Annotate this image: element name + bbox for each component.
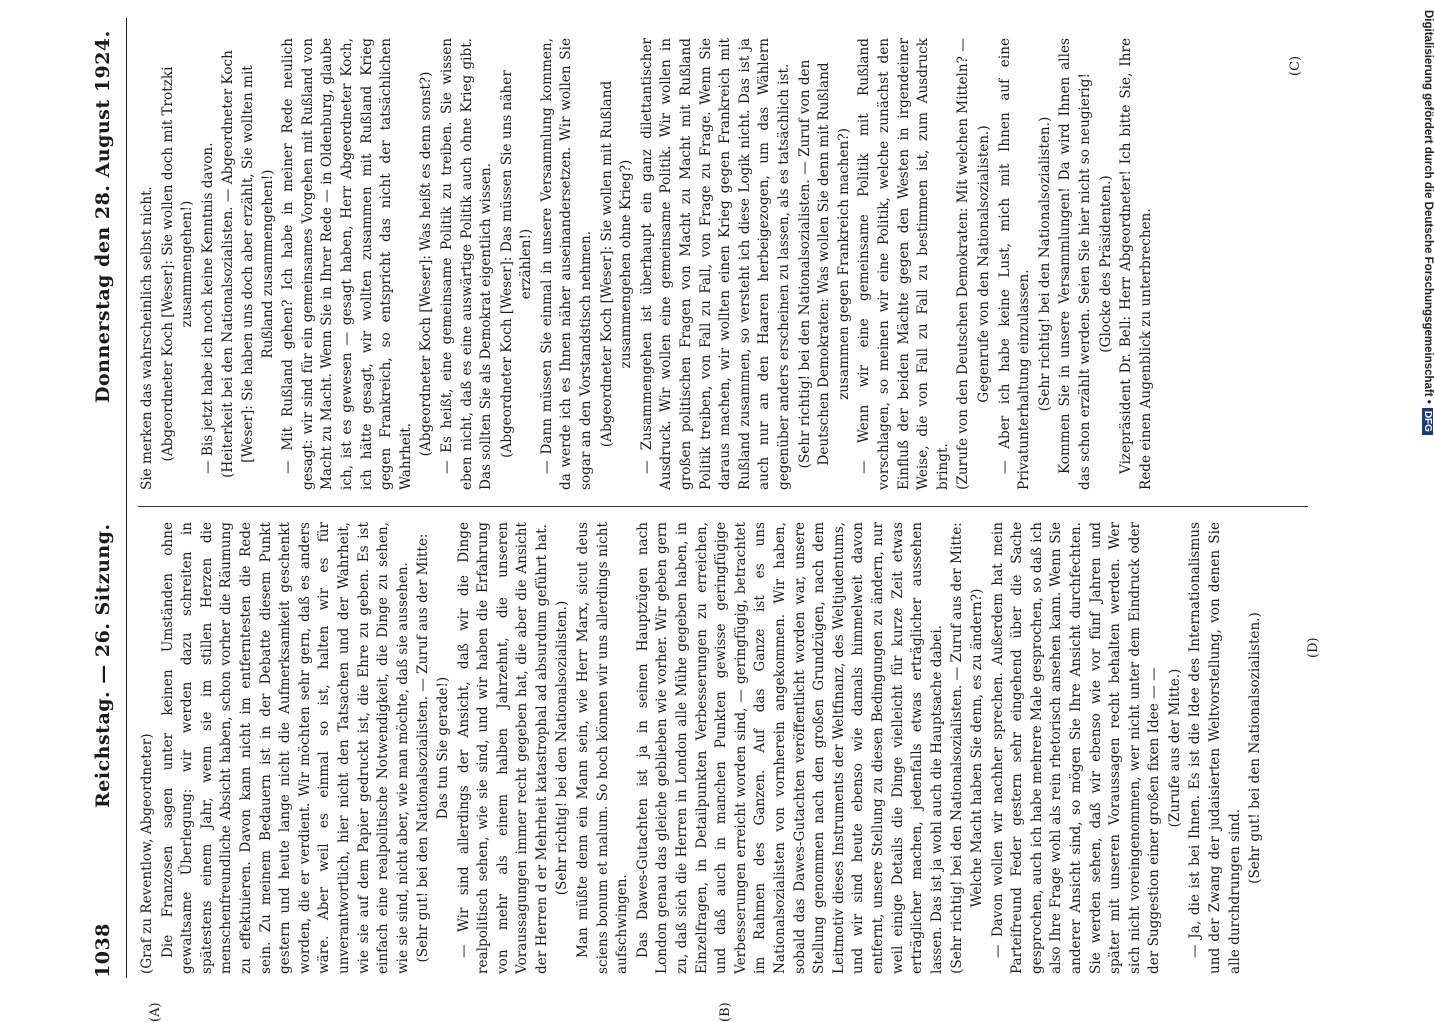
interjection: (Abgeordneter Koch [Weser]: Sie wollen doch mit Trotzki zusammengehen!) bbox=[159, 66, 196, 462]
interjection: (Abgeordneter Koch [Weser]: Das müssen Sie uns näher erzählen!) bbox=[498, 70, 535, 458]
dfg-logo: DFG bbox=[1422, 408, 1433, 435]
interjection: (Sehr richtig! bei den Nationalsozialisten. — Zuruf aus der Mitte: Welche Macht haben Sie denn, es zu ändern?) bbox=[949, 522, 985, 974]
interjection: (Glocke des Präsidenten.) bbox=[1097, 175, 1114, 353]
interjection: Gegenrufe von den Nationalsozialisten.) bbox=[975, 125, 992, 403]
interjection: (Abgeordneter Koch [Weser]: Was heißt es denn sonst?) bbox=[418, 71, 435, 457]
interjection: (Sehr gut! bei den Nationalsozialisten. — Zuruf aus der Mitte: Das tun Sie gerade!) bbox=[415, 533, 451, 963]
interjection: (Sehr richtig! bei den Nationalsozialisten.) bbox=[1036, 116, 1053, 412]
interjection: (Zurufe aus der Mitte.) bbox=[1166, 668, 1183, 828]
paragraph: — Wenn wir eine gemeinsame Politik mit Rußland vorschlagen, so meinen wir eine Politik, welche zunächst den Einfluß der beiden Mächte gegen den Westen in irgendeiner Weise, die von Fall zu Fall zu bestimmen ist, zum Ausdruck bringt. bbox=[856, 38, 951, 490]
speaker-line: (Graf zu Reventlow, Abgeordneter) bbox=[139, 733, 155, 974]
session-date: Donnerstag den 28. August 1924. bbox=[92, 30, 114, 403]
interjection: (Abgeordneter Koch [Weser]: Sie wollen mit Rußland zusammengehen ohne Krieg?) bbox=[598, 80, 635, 448]
paragraph: Kommen Sie in unsere Versammlungen! Da wird Ihnen alles das schon erzählt werden. Seien Sie hier nicht so neugierig! bbox=[1057, 38, 1093, 490]
paragraph: — Wir sind allerdings der Ansicht, daß wir die Dinge realpolitisch sehen, wie sie sind, und wir haben die Erfahrung von mehr als einem halben Jahrzehnt, die unseren Voraussagungen immer recht gegeben hat, die aber die Ansicht der Herren d er Mehrheit katastrophal ad absurdum geführt hat. bbox=[455, 522, 550, 974]
president-paragraph: Vizepräsident Dr. Bell: Herr Abgeordneter! Ich bitte Sie, Ihre Rede einen Augenblick zu unterbrechen. bbox=[1118, 38, 1154, 490]
paragraph: — Aber ich habe keine Lust, mich mit Ihnen auf eine Privatunterhaltung einzulassen. bbox=[996, 38, 1033, 490]
margin-marker-b: (B) bbox=[718, 1002, 733, 1022]
funding-note bbox=[1418, 10, 1434, 990]
interjection: (Sehr richtig! bei den Nationalsozialisten.) bbox=[554, 600, 571, 896]
column-divider bbox=[138, 506, 1308, 507]
margin-marker-c: (C) bbox=[1288, 55, 1303, 76]
page-number: 1038 bbox=[92, 923, 114, 978]
interjection: (Sehr gut! bei den Nationalsozialisten.) bbox=[1247, 612, 1264, 884]
paragraph: — Dann müssen Sie einmal in unsere Versammlung kommen, da werde ich es Ihnen näher auseinandersetzen. Wir wollen Sie sogar an den Vorstandstisch nehmen. bbox=[538, 38, 595, 490]
paragraph: — Zusammengehen ist überhaupt ein ganz dilettantischer Ausdruck. Wir wollen eine gemeinsame Politik. Wir wollen in großen politischen Fragen von Macht zu Macht mit Rußland Politik treiben, von Fall zu Fall, von Frage zu Frage. Wenn Sie daraus machen, wir wollten einen Krieg gegen Frankreich mit Rußland zusammen, so versteht ich diese Logik nicht. Das ist ja auch nur an den Haaren herbeigezogen, um das Wählern gegenüber anders erscheinen zu lassen, als es tatsächlich ist. bbox=[638, 38, 792, 490]
interjection: (Zurufe von den Deutschen Demokraten: Mit welchen Mitteln? — bbox=[955, 38, 972, 490]
document-page bbox=[88, 18, 1321, 1022]
paragraph: — Bis jetzt habe ich noch keine Kenntnis davon. bbox=[199, 142, 216, 474]
paragraph: — Mit Rußland gehen? Ich habe in meiner Rede neulich gesagt: wir sind für ein gemeinsames Vorgehen mit Rußland von Macht zu Macht. Wenn Sie in Ihrer Rede — in Oldenburg, glaube ich, ist es gewesen — gesagt haben, Herr Abgeordneter Koch, ich hätte gesagt, wir wollten zusammen mit Rußland Krieg gegen Frankreich, so entspricht das nicht der tatsächlichen Wahrheit. bbox=[280, 38, 414, 490]
right-text-column bbox=[138, 38, 1308, 490]
paragraph: Das Dawes-Gutachten ist ja in seinen Hauptzügen nach London genau das gleiche geblieben wie vorher. Wir geben gern zu, daß sich die Herren in London alle Mühe gegeben haben, in Einzelfragen, in Detailpunkten Verbesserungen zu erreichen, und daß auch in manchen Punkten gewisse geringfügige Verbesserungen erreicht worden sind, — geringfügig, betrachtet im Rahmen des Ganzen. Auf das Ganze ist es uns Nationalsozialisten von vornherein angekommen. Wir haben, sobald das Dawes-Gutachten veröffentlicht worden war, unsere Stellung genommen nach den großen Grundzügen, nach dem Leitmotiv dieses Instruments der Weltfinanz, des Weltjudentums, und wir sind heute ebenso wie damals himmelweit davon entfernt, unsere Stellung zu diesen Bedingungen zu ändern, nur weil einige Details die Dinge vielleicht für kurze Zeit etwas erträglicher machen, jedenfalls etwas erträglicher aussehen lassen. Das ist ja wohl auch die Hauptsache dabei. bbox=[634, 522, 945, 974]
margin-marker-d: (D) bbox=[1306, 637, 1321, 658]
left-text-column bbox=[138, 522, 1308, 974]
paragraph: Sie merken das wahrscheinlich selbst nicht. bbox=[139, 186, 155, 490]
paragraph: Man müßte denn ein Mann sein, wie Herr Marx, sicut deus sciens bonum et malum. So hoch können wir uns allerdings nicht aufschwingen. bbox=[575, 522, 631, 974]
interjection: (Sehr richtig! bei den Nationalsozialisten. — Zuruf von den Deutschen Demokraten: Was wollen Sie denn mit Rußland zusammen gegen Frankreich machen?) bbox=[796, 59, 852, 469]
paragraph: — Ja, die ist bei Ihnen. Es ist die Idee des Internationalismus und der Zwang der judaisierten Weltvorstellung, von denen Sie alle durchdrungen sind. bbox=[1187, 522, 1243, 974]
paragraph: Die Franzosen sagen unter keinen Umständen ohne gewaltsame Überlegung: wir werden dazu schreiten in spätestens einem Jahr, wenn sie im stillen Herzen die menschenfreundliche Absicht haben, schon vorher die Räumung zu effektuieren. Davon kann nicht im entferntesten die Rede sein. Zu meinem Bedauern ist in der Debatte diesem Punkt gestern und heute lange nicht die Aufmerksamkeit geschenkt worden, die er verdient. Wir möchten sehr gern, daß es anders wäre. Aber weil es einmal so ist, halten wir es für unverantwortlich, hier nicht den Tatsachen und der Wahrheit, wie sie auf dem Papier gedruckt ist, die Ehre zu geben. Es ist einfach eine realpolitische Notwendigkeit, die Dinge zu sehen, wie sie sind, nicht aber, wie man möchte, daß sie aussehen. bbox=[159, 522, 411, 974]
paragraph: — Davon wollen wir nachher sprechen. Außerdem hat mein Parteifreund Feder gestern sehr eingehend über die Sache gesprochen, auch ich habe mehrere Male gesprochen, so daß ich also Ihre Frage wohl als rein rhetorisch ansehen kann. Wenn Sie anderer Ansicht sind, so mögen Sie Ihre Ansicht durchfechten. Sie werden sehen, daß wir ebenso wie vor fünf Jahren und später mit unseren Voraussagen recht behalten werden. Wer sich nicht voreingenommen, wer nicht unter dem Eindruck oder der Suggestion einer großen fixen Idee — — bbox=[989, 522, 1163, 974]
page-header bbox=[88, 18, 127, 978]
funding-text: Digitalisierung gefördert durch die Deutsche Forschungsgemeinschaft • bbox=[1422, 10, 1434, 404]
paragraph: — Es heißt, eine gemeinsame Politik zu treiben. Sie wissen eben nicht, daß es eine auswärtige Politik auch ohne Krieg gibt. Das sollten Sie als Demokrat eigentlich wissen. bbox=[438, 38, 495, 490]
session-title: Reichstag. — 26. Sitzung. bbox=[92, 523, 114, 808]
interjection: (Heiterkeit bei den Nationalsozialisten. — Abgeordneter Koch [Weser]: Sie haben uns doch aber erzählt, Sie wollten mit Rußland zusammengehen!) bbox=[220, 50, 276, 478]
margin-marker-a: (A) bbox=[148, 1002, 163, 1022]
